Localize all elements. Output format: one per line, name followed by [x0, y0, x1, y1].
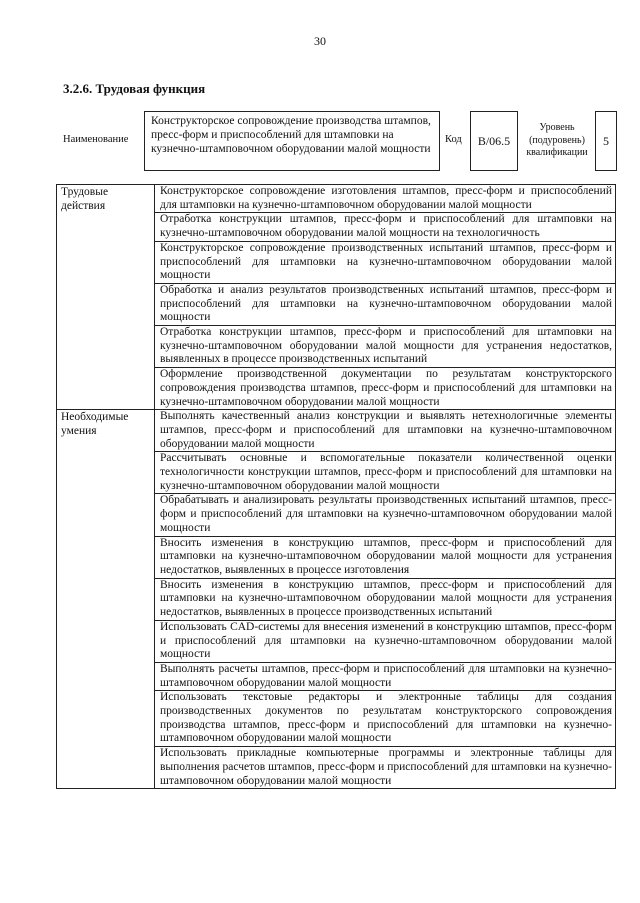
table-row	[57, 410, 616, 452]
labor-action-item: Отработка конструкции штампов, пресс-форм и приспособлений для штамповки на кузнечно-штамповочном оборудовании малой мощности на технологичность	[155, 213, 616, 241]
required-skills-label: Необходимые умения	[57, 410, 155, 789]
name-label: Наименование	[63, 134, 129, 145]
skill-item: Использовать текстовые редакторы и электронные таблицы для создания производственных документов по результатам конструкторского сопровождения производства штампов, пресс-форм и приспособлений для штамповки на кузнечно-штамповочном оборудовании малой мощности	[155, 691, 616, 747]
skill-item: Вносить изменения в конструкцию штампов, пресс-форм и приспособлений для штамповки на кузнечно-штамповочном оборудовании малой мощности для устранения недостатков, выявленных в процессе производственных испытаний	[155, 578, 616, 620]
section-title: 3.2.6. Трудовая функция	[63, 81, 206, 96]
labor-action-item: Отработка конструкции штампов, пресс-форм и приспособлений для штамповки на кузнечно-штамповочном оборудовании малой мощности для устранения недостатков, выявленных в процессе производственных испытаний	[155, 326, 616, 368]
level-value: 5	[595, 111, 617, 171]
skill-item: Обрабатывать и анализировать результаты производственных испытаний штампов, пресс-форм и приспособлений для штамповки на кузнечно-штамповочном оборудовании малой мощности	[155, 494, 616, 536]
name-value: Конструкторское сопровождение производства штампов, пресс-форм и приспособлений для штамповки на кузнечно-штамповочном оборудовании малой мощности	[144, 111, 440, 171]
labor-action-item: Конструкторское сопровождение производственных испытаний штампов, пресс-форм и приспособлений для штамповки на кузнечно-штамповочном оборудовании малой мощности	[155, 241, 616, 283]
skill-item: Использовать CAD-системы для внесения изменений в конструкцию штампов, пресс-форм и приспособлений для штамповки на кузнечно-штамповочном оборудовании малой мощности	[155, 620, 616, 662]
level-label: Уровень (подуровень) квалификации	[526, 122, 588, 158]
skill-item: Использовать прикладные компьютерные программы и электронные таблицы для выполнения расчетов штампов, пресс-форм и приспособлений для штамповки на кузнечно-штамповочном оборудовании малой мощности	[155, 747, 616, 789]
page-number: 30	[314, 34, 326, 48]
code-label: Код	[445, 134, 462, 145]
labor-actions-label: Трудовые действия	[57, 185, 155, 410]
skill-item: Вносить изменения в конструкцию штампов, пресс-форм и приспособлений для штамповки на кузнечно-штамповочном оборудовании малой мощности для устранения недостатков, выявленных в процессе изготовления	[155, 536, 616, 578]
table-row	[57, 185, 616, 213]
skill-item: Рассчитывать основные и вспомогательные показатели количественной оценки технологичности конструкции штампов, пресс-форм и приспособлений для штамповки на кузнечно-штамповочном оборудовании малой мощности	[155, 452, 616, 494]
skill-item: Выполнять расчеты штампов, пресс-форм и приспособлений для штамповки на кузнечно-штамповочном оборудовании малой мощности	[155, 662, 616, 690]
labor-action-item: Оформление производственной документации по результатам конструкторского сопровождения производства штампов, пресс-форм и приспособлений для штамповки на кузнечно-штамповочном оборудовании малой мощности	[155, 368, 616, 410]
labor-action-item: Обработка и анализ результатов производственных испытаний штампов, пресс-форм и приспособлений для штамповки на кузнечно-штамповочном оборудовании малой мощности	[155, 283, 616, 325]
labor-action-item: Конструкторское сопровождение изготовления штампов, пресс-форм и приспособлений для штамповки на кузнечно-штамповочном оборудовании малой мощности	[155, 185, 616, 213]
code-value: В/06.5	[470, 111, 518, 171]
skill-item: Выполнять качественный анализ конструкции и выявлять нетехнологичные элементы штампов, пресс-форм и приспособлений для штамповки на кузнечно-штамповочном оборудовании малой мощности	[155, 410, 616, 452]
function-table	[56, 184, 616, 789]
